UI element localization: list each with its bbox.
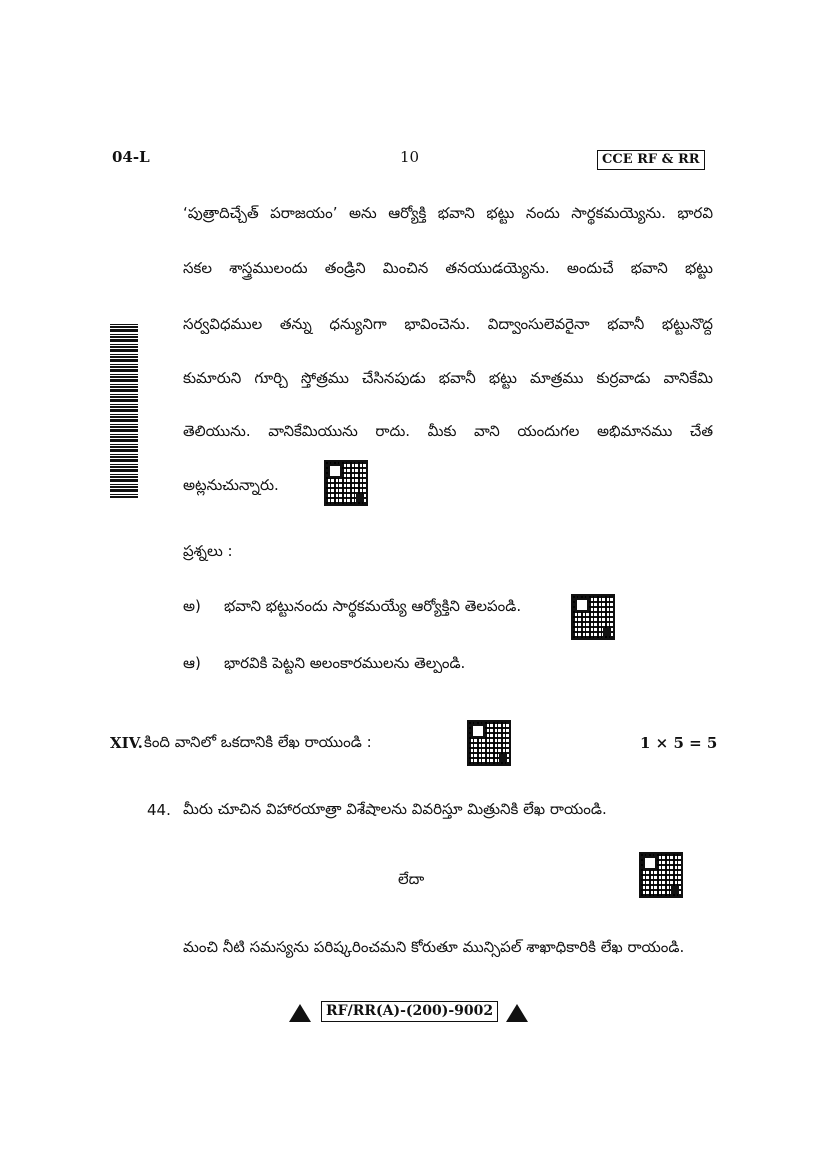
question-b-text: భారవికి పెట్టని అలంకారములను తెల్పండి. [224,654,466,672]
passage-line-4: కుమారుని గూర్చి స్తోత్రము చేసినపుడు భవానీ భట్టు మాత్రము కుర్రవాడు వానికేమి [183,369,713,387]
section-instruction: కింది వానిలో ఒకదానికి లేఖ రాయుండి : [144,733,372,751]
footer-code: RF/RR(A)-(200)-9002 [321,1001,498,1022]
triangle-right-icon [506,1004,528,1022]
question-a-text: భవాని భట్టునందు సార్థకమయ్యే ఆర్యోక్తిని తెలపండి. [224,597,522,615]
passage-line-1: ‘పుత్రాదిచ్చేత్ పరాజయం’ అను ఆర్యోక్తి భవాని భట్టు నందు సార్థకమయ్యెను. భారవి [183,204,713,222]
question-44-alt-text: మంచి నీటి సమస్యను పరిష్కరించమని కోరుతూ మున్సిపల్ శాఖాధికారికి లేఖ రాయండి. [183,938,685,956]
passage-line-2: సకల శాస్త్రములందు తండ్రిని మించిన తనయుడయ్యెను. అందుచే భవాని భట్టు [183,259,713,277]
or-label: లేదా [398,870,425,888]
question-b-marker: ఆ) [183,654,201,672]
question-44-number: 44. [147,801,171,819]
passage-line-5: తెలియును. వానికేమియును రాదు. మీకు వాని యందుగల అభిమానము చేత [183,422,713,440]
section-number: XIV. [110,734,143,752]
questions-heading: ప్రశ్నలు : [183,542,233,560]
barcode-graphic [110,322,138,498]
page-number: 10 [400,148,420,166]
qr-code-icon [324,460,368,506]
passage-line-3: సర్వవిధముల తన్ను ధన్యునిగా భావించెను. విద్వాంసులెవరైనా భవానీ భట్టునొద్ద [183,315,713,333]
section-marks: 1 × 5 = 5 [640,734,718,752]
qr-code-icon [467,720,511,766]
question-44-text: మీరు చూచిన విహారయాత్రా విశేషాలను వివరిస్తూ మిత్రునికి లేఖ రాయండి. [183,800,607,818]
qr-code-icon [571,594,615,640]
passage-line-6: అట్లనుచున్నారు. [183,476,279,494]
paper-code: 04-L [112,148,150,166]
qr-code-icon [639,852,683,898]
triangle-left-icon [289,1004,311,1022]
series-badge: CCE RF & RR [597,150,705,170]
question-a-marker: అ) [183,597,201,615]
